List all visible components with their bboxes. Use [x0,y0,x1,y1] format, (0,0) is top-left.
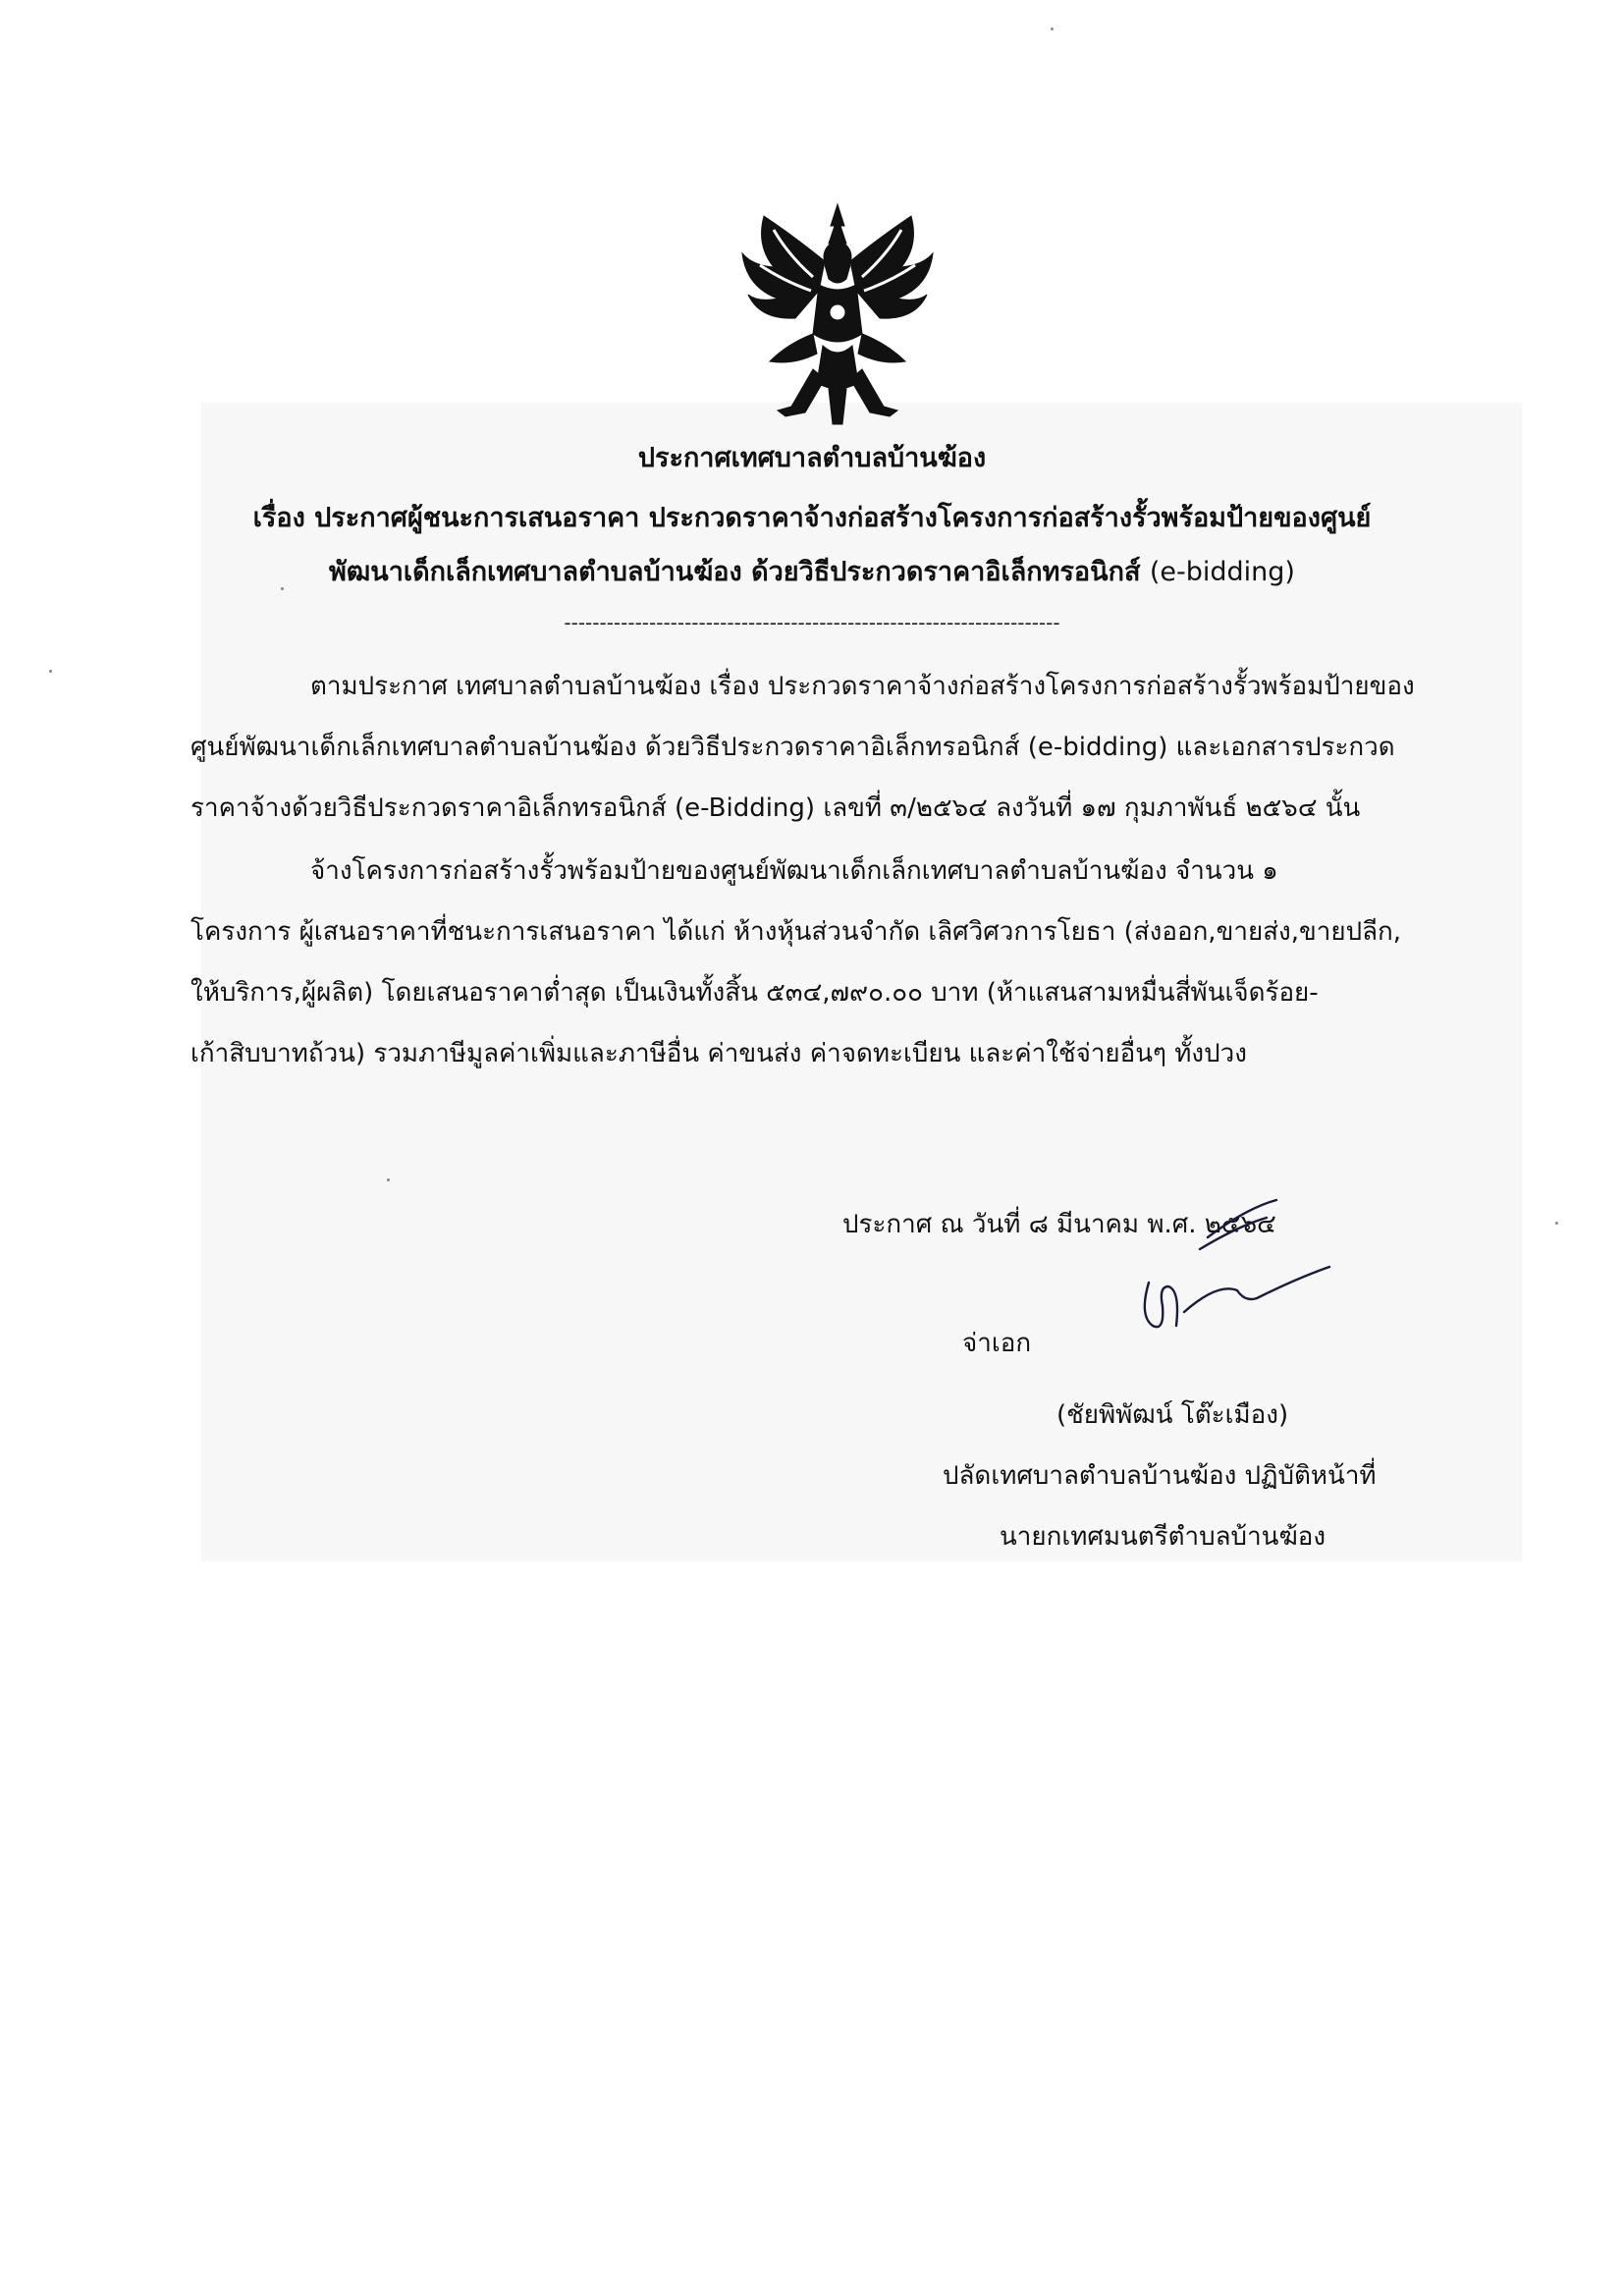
signer-position: ปลัดเทศบาลตำบลบ้านฆ้อง ปฏิบัติหน้าที่ [943,1461,1377,1491]
paragraph-1-line: ศูนย์พัฒนาเด็กเล็กเทศบาลตำบลบ้านฆ้อง ด้วยวิธีประกวดราคาอิเล็กทรอนิกส์ (e-bidding) และเอกสารประกวด [190,733,1395,762]
subject-line-continued [0,550,1624,592]
paragraph-2-line: จ้างโครงการก่อสร้างรั้วพร้อมป้ายของศูนย์พัฒนาเด็กเล็กเทศบาลตำบลบ้านฆ้อง จำนวน ๑ [310,856,1278,886]
scan-speck [1051,27,1054,30]
scan-speck [49,670,52,673]
subject-line: เรื่อง ประกาศผู้ชนะการเสนอราคา ประกวดราคาจ้างก่อสร้างโครงการก่อสร้างรั้วพร้อมป้ายของศูนย์ [252,503,1372,533]
paragraph-1-line: ตามประกาศ เทศบาลตำบลบ้านฆ้อง เรื่อง ประกวดราคาจ้างก่อสร้างโครงการก่อสร้างรั้วพร้อมป้ายของ [310,672,1415,701]
paragraph-2-line: โครงการ ผู้เสนอราคาที่ชนะการเสนอราคา ได้แก่ ห้างหุ้นส่วนจำกัด เลิศวิศวการโยธา (ส่งออก,ขายส่ง,ขายปลีก, [190,917,1402,947]
scan-speck [1555,1222,1558,1225]
signer-name: (ชัยพิพัฒน์ โต๊ะเมือง) [1056,1400,1289,1430]
paragraph-2-line: เก้าสิบบาทถ้วน) รวมภาษีมูลค่าเพิ่มและภาษีอื่น ค่าขนส่ง ค่าจดทะเบียน และค่าใช้จ่ายอื่นๆ ทั้งปวง [190,1039,1247,1068]
announcement-date: ประกาศ ณ วันที่ ๘ มีนาคม พ.ศ. ๒๕๖๔ [842,1210,1276,1239]
handwritten-signature-icon [1129,1188,1345,1336]
subject-method-label: (e-bidding) [1149,557,1295,587]
signer-acting-position: นายกเทศมนตรีตำบลบ้านฆ้อง [1000,1522,1326,1552]
subject-line-continued-text: พัฒนาเด็กเล็กเทศบาลตำบลบ้านฆ้อง ด้วยวิธีประกวดราคาอิเล็กทรอนิกส์ [329,557,1141,587]
scan-speck [281,587,284,590]
paragraph-2-line: ให้บริการ,ผู้ผลิต) โดยเสนอราคาต่ำสุด เป็นเงินทั้งสิ้น ๕๓๔,๗๙๐.๐๐ บาท (ห้าแสนสามหมื่นสี่พันเจ็ดร้อย- [190,978,1319,1008]
section-divider: ---------------------------------------------------------------------- [564,611,1060,634]
scan-speck [387,1178,390,1181]
paragraph-1-line: ราคาจ้างด้วยวิธีประกวดราคาอิเล็กทรอนิกส์ (e-Bidding) เลขที่ ๓/๒๕๖๔ ลงวันที่ ๑๗ กุมภาพันธ์ ๒๕๖๔ นั้น [190,793,1361,823]
garuda-emblem-icon [734,196,941,432]
signer-rank: จ่าเอก [962,1329,1032,1358]
announcement-title: ประกาศเทศบาลตำบลบ้านฆ้อง [637,443,987,473]
